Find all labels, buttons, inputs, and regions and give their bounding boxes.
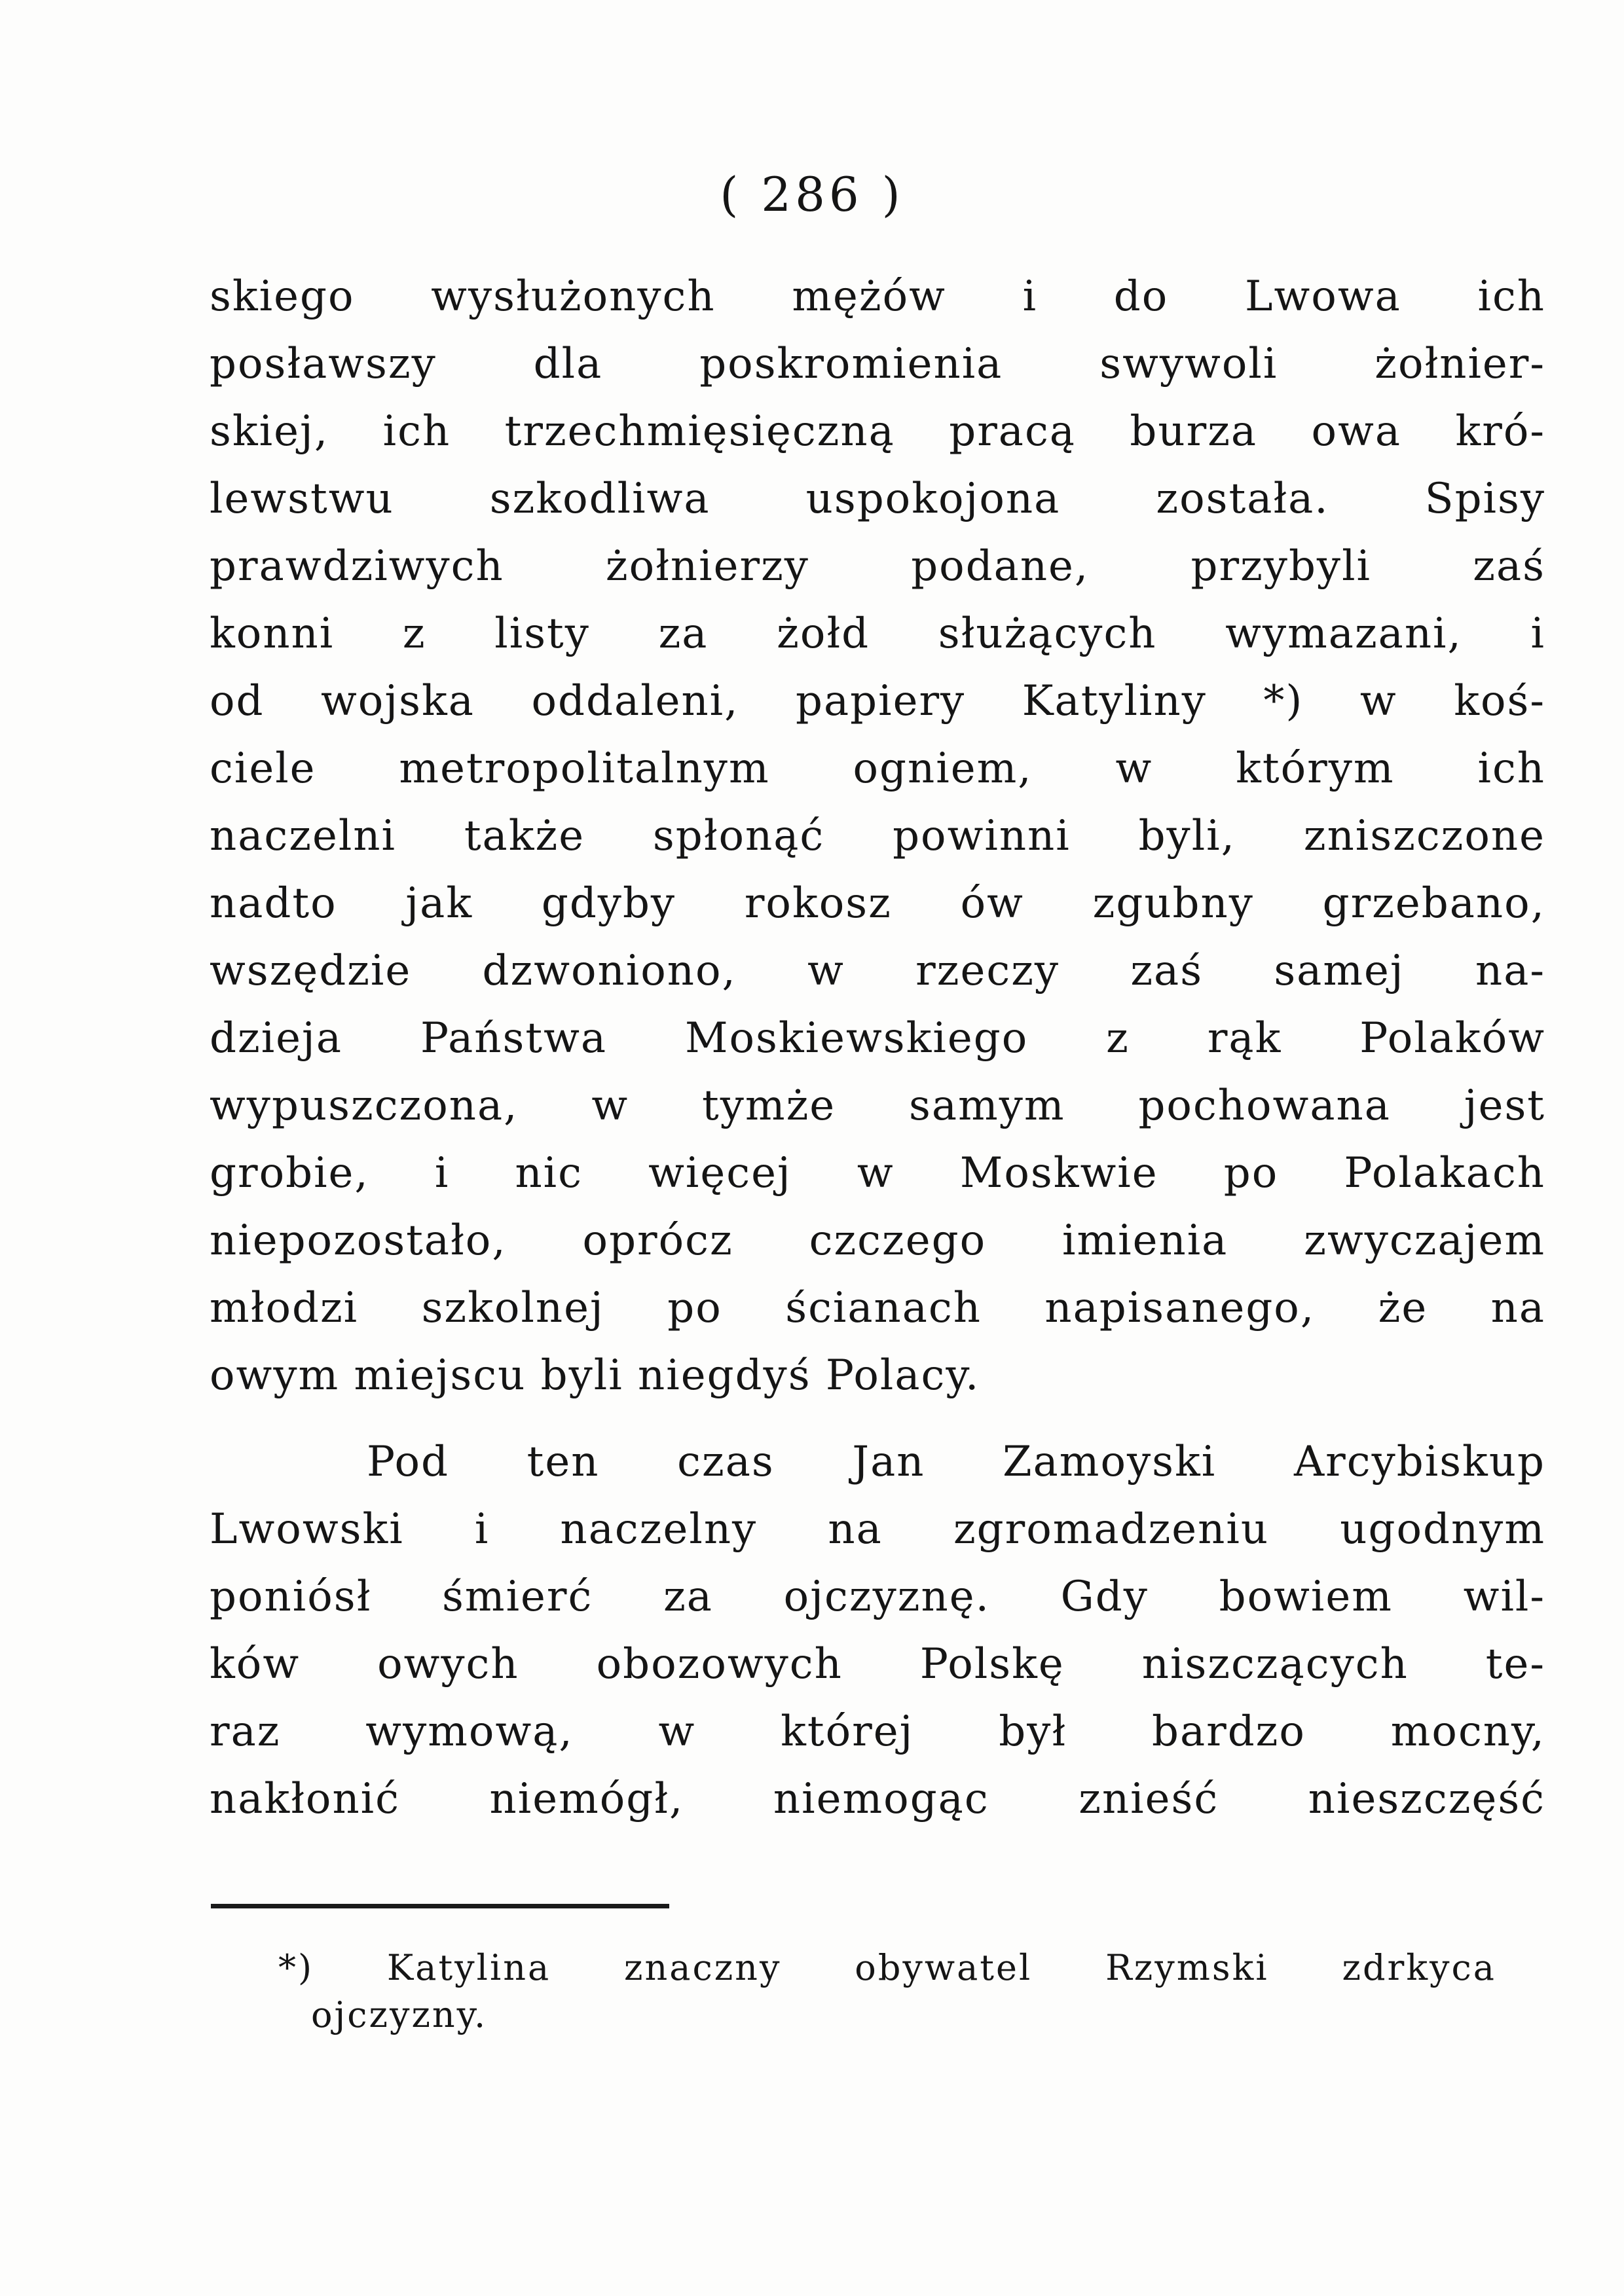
text-line: skiego wysłużonych mężów i do Lwowa ich [210, 272, 1545, 321]
text-line: poniósł śmierć za ojczyznę. Gdy bowiem wil- [210, 1573, 1545, 1621]
text-line: owym miejscu byli niegdyś Polacy. [210, 1351, 980, 1400]
footnote-divider [211, 1904, 669, 1908]
footnote-line: ojczyzny. [311, 1994, 488, 2035]
text-line: grobie, i nic więcej w Moskwie po Polakach [210, 1149, 1545, 1197]
footnote-line: *) Katylina znaczny obywatel Rzymski zdrkyca [278, 1947, 1496, 1988]
text-line: Lwowski i naczelny na zgromadzeniu ugodnym [210, 1505, 1545, 1554]
text-line: nakłonić niemógł, niemogąc znieść nieszczęść [210, 1775, 1545, 1823]
text-line: młodzi szkolnej po ścianach napisanego, że na [210, 1284, 1545, 1332]
text-line: konni z listy za żołd służących wymazani, i [210, 610, 1545, 658]
text-line: raz wymową, w której był bardzo mocny, [210, 1707, 1545, 1756]
text-line: dzieja Państwa Moskiewskiego z rąk Polaków [210, 1014, 1545, 1063]
text-line: niepozostało, oprócz czczego imienia zwyczajem [210, 1216, 1545, 1265]
text-line: skiej, ich trzechmięsięczną pracą burza owa kró- [210, 407, 1545, 456]
footnote [278, 1944, 1496, 2039]
text-line: wszędzie dzwoniono, w rzeczy zaś samej na- [210, 947, 1545, 995]
text-line: ków owych obozowych Polskę niszczących te- [210, 1640, 1545, 1688]
paragraph-2 [210, 1429, 1545, 1833]
text-line: nadto jak gdyby rokosz ów zgubny grzebano, [210, 879, 1545, 928]
text-line: od wojska oddaleni, papiery Katyliny *) w koś- [210, 677, 1545, 725]
text-line: wypuszczona, w tymże samym pochowana jest [210, 1082, 1545, 1130]
text-line: ciele metropolitalnym ogniem, w którym ich [210, 744, 1545, 793]
text-line: lewstwu szkodliwa uspokojona została. Spisy [210, 475, 1545, 523]
text-line: posławszy dla poskromienia swywoli żołnier- [210, 340, 1545, 388]
page-number: ( 286 ) [720, 167, 904, 222]
text-line: Pod ten czas Jan Zamoyski Arcybiskup [367, 1438, 1545, 1486]
text-line: naczelni także spłonąć powinni byli, zniszczone [210, 812, 1545, 860]
paragraph-1 [210, 263, 1545, 1410]
text-line: prawdziwych żołnierzy podane, przybyli zaś [210, 542, 1545, 591]
